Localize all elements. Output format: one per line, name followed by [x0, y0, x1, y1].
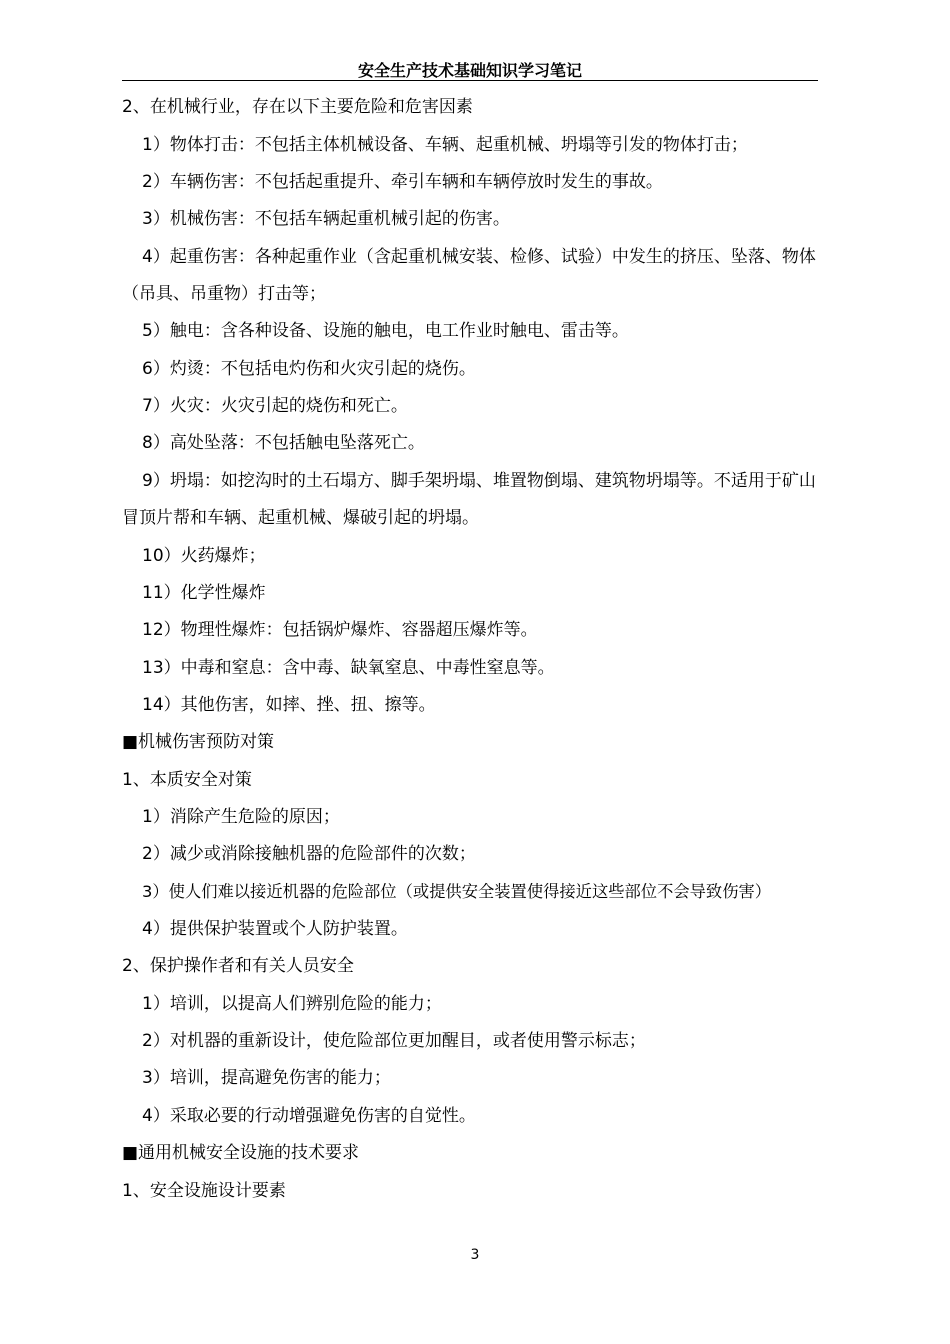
- list-item: 3）使人们难以接近机器的危险部位（或提供安全装置使得接近这些部位不会导致伤害）: [142, 882, 772, 901]
- list-item: 13）中毒和窒息：含中毒、缺氧窒息、中毒性窒息等。: [142, 658, 555, 678]
- subsection-heading: 1、安全设施设计要素: [122, 1181, 286, 1201]
- section-heading: 2、在机械行业，存在以下主要危险和危害因素: [122, 97, 473, 117]
- list-item: 7）火灾：火灾引起的烧伤和死亡。: [142, 396, 408, 416]
- list-item: 12）物理性爆炸：包括锅炉爆炸、容器超压爆炸等。: [142, 620, 538, 640]
- list-item: 4）提供保护装置或个人防护装置。: [142, 919, 408, 939]
- list-item: 2）车辆伤害：不包括起重提升、牵引车辆和车辆停放时发生的事故。: [142, 172, 663, 192]
- list-item-continuation: 冒顶片帮和车辆、起重机械、爆破引起的坍塌。: [122, 508, 479, 528]
- list-item: 6）灼烫：不包括电灼伤和火灾引起的烧伤。: [142, 359, 476, 379]
- list-item: 4）采取必要的行动增强避免伤害的自觉性。: [142, 1106, 476, 1126]
- list-item: 10）火药爆炸；: [142, 546, 266, 566]
- list-item: 11）化学性爆炸: [142, 583, 266, 603]
- page-header-title: 安全生产技术基础知识学习笔记: [357, 61, 582, 80]
- section-heading: ■机械伤害预防对策: [122, 732, 275, 752]
- list-item: 1）消除产生危险的原因；: [142, 807, 340, 827]
- subsection-heading: 2、保护操作者和有关人员安全: [122, 956, 354, 976]
- list-item: 4）起重伤害：各种起重作业（含起重机械安装、检修、试验）中发生的挤压、坠落、物体: [142, 247, 816, 267]
- list-item: 1）物体打击：不包括主体机械设备、车辆、起重机械、坍塌等引发的物体打击；: [142, 135, 748, 155]
- list-item: 14）其他伤害，如摔、挫、扭、擦等。: [142, 695, 436, 715]
- list-item: 8）高处坠落：不包括触电坠落死亡。: [142, 433, 425, 453]
- list-item: 2）减少或消除接触机器的危险部件的次数；: [142, 844, 476, 864]
- subsection-heading: 1、本质安全对策: [122, 770, 252, 790]
- list-item: 1）培训，以提高人们辨别危险的能力；: [142, 994, 442, 1014]
- list-item: 3）培训，提高避免伤害的能力；: [142, 1068, 391, 1088]
- list-item: 5）触电：含各种设备、设施的触电，电工作业时触电、雷击等。: [142, 321, 629, 341]
- header-rule: [122, 80, 818, 81]
- page-number: 3: [470, 1247, 480, 1263]
- list-item: 3）机械伤害：不包括车辆起重机械引起的伤害。: [142, 209, 510, 229]
- list-item-continuation: （吊具、吊重物）打击等；: [122, 284, 326, 304]
- list-item: 9）坍塌：如挖沟时的土石塌方、脚手架坍塌、堆置物倒塌、建筑物坍塌等。不适用于矿山: [142, 471, 816, 491]
- list-item: 2）对机器的重新设计，使危险部位更加醒目，或者使用警示标志；: [142, 1031, 646, 1051]
- section-heading: ■通用机械安全设施的技术要求: [122, 1143, 360, 1163]
